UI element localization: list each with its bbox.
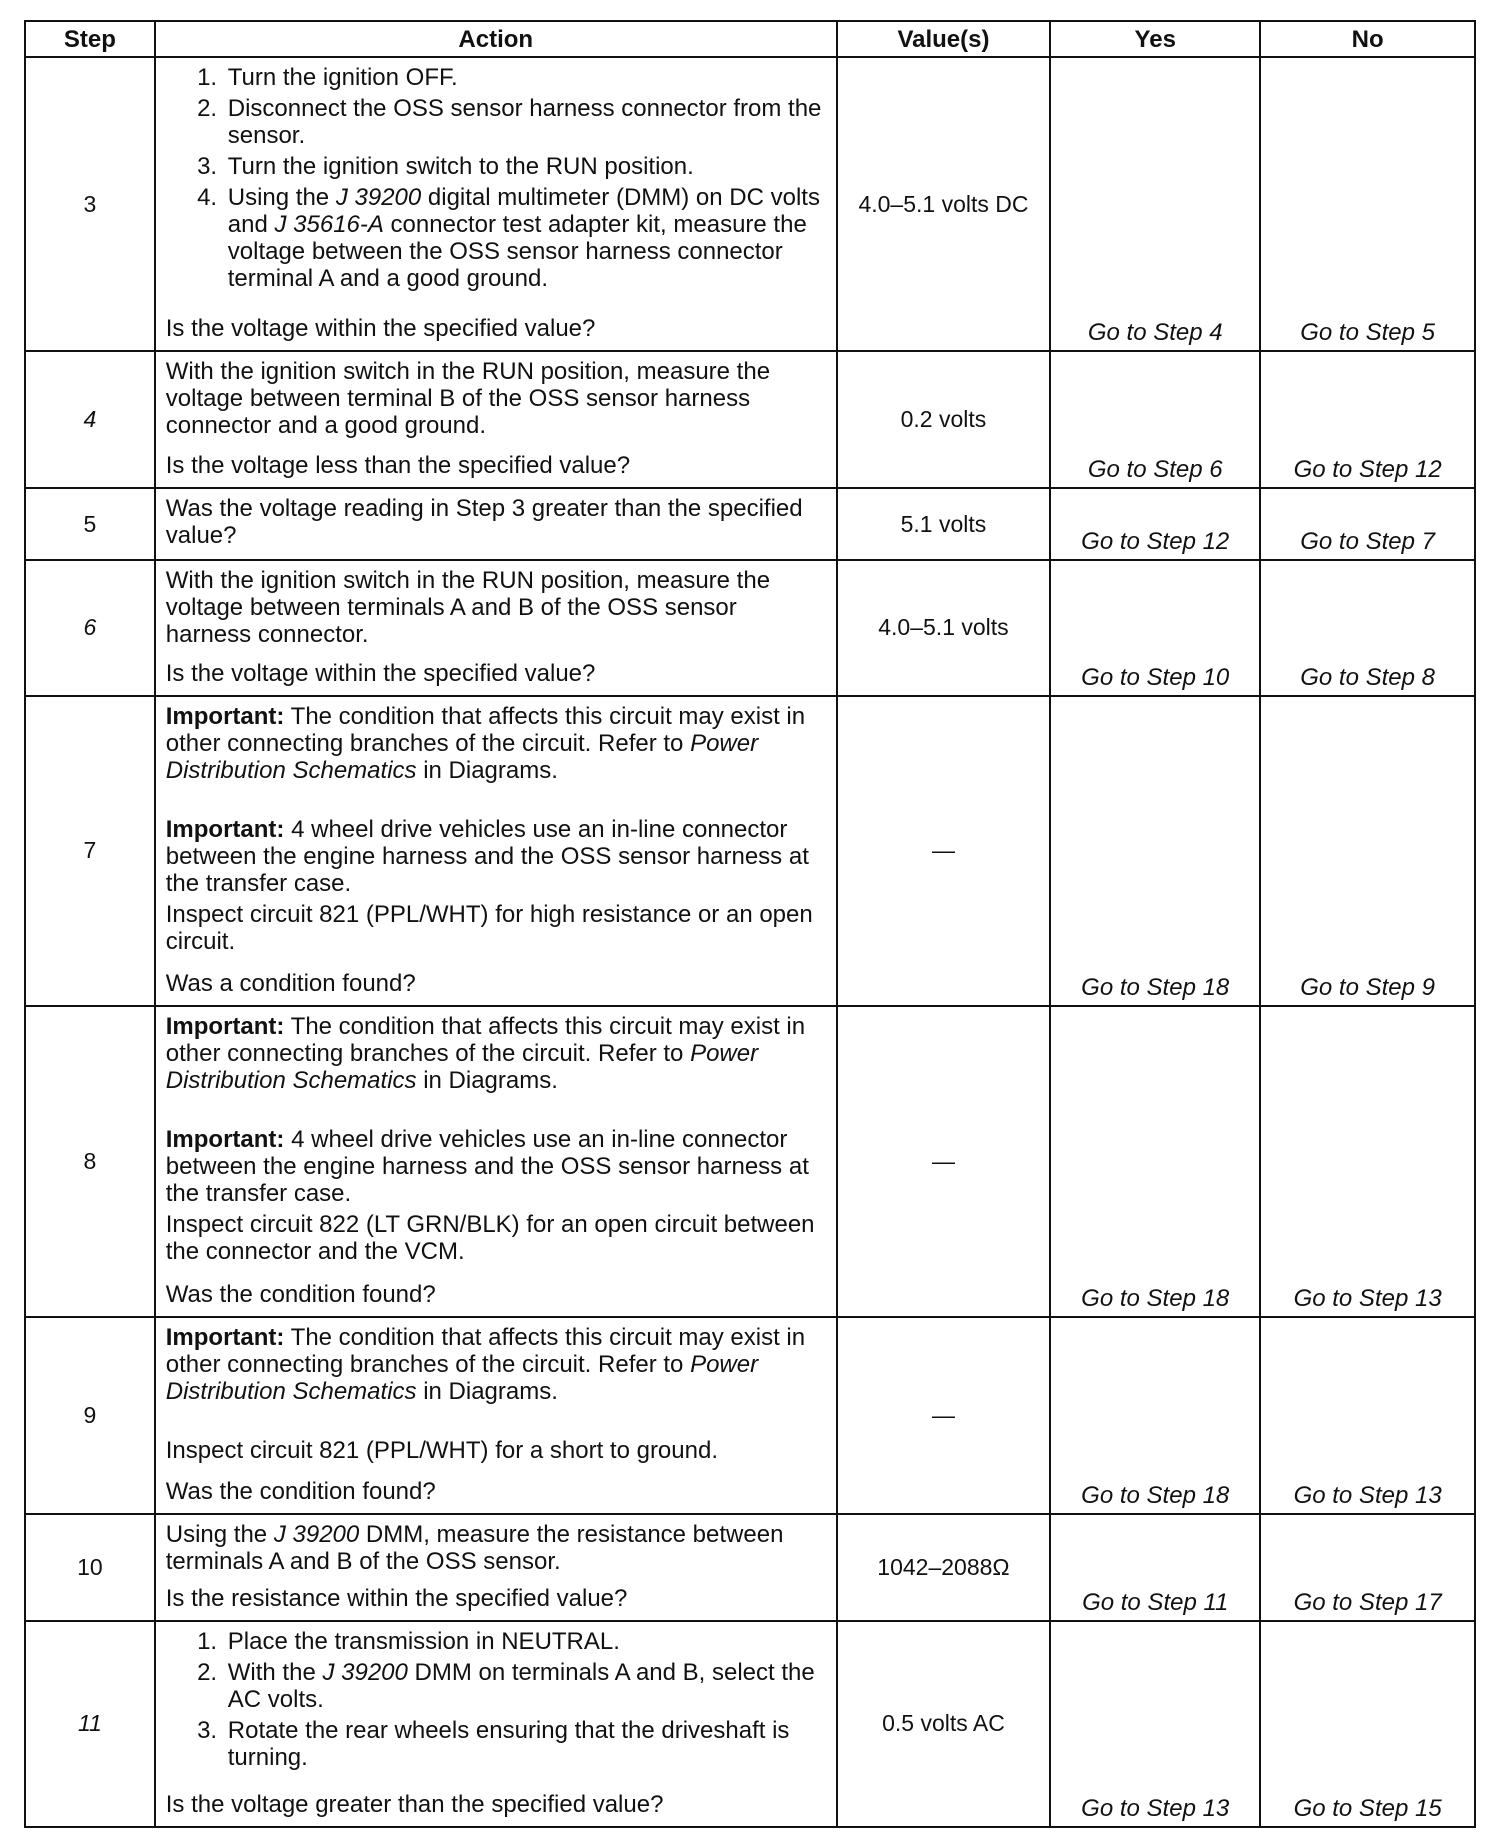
tool-number: J 39200 [322,1658,408,1686]
header-row [25,21,1475,57]
action-cell [155,1621,837,1827]
action-text: Was the voltage reading in Step 3 greater than the specified value? [165,495,803,550]
table-row [25,560,1475,696]
action-item: 3. Rotate the rear wheels ensuring that the driveshaft is turning. [224,1717,826,1771]
action-question: Is the voltage less than the specified value? [165,452,631,480]
important-note: Important: 4 wheel drive vehicles use an in-line connector between the engine harness and the OSS sensor harness at the transfer case. [165,815,809,897]
action-question: Is the voltage within the specified value? [165,659,596,687]
action-cell [155,1006,837,1317]
action-cell [155,1514,837,1621]
no-cell: Go to Step 17 [1260,1514,1475,1621]
table-row [25,1317,1475,1513]
header-no: No [1260,21,1475,57]
header-yes: Yes [1050,21,1260,57]
yes-cell: Go to Step 13 [1050,1621,1260,1827]
action-question: Is the voltage within the specified value? [165,315,596,343]
important-note: Important: The condition that affects this circuit may exist in other connecting branches of the circuit. Refer to Power Distribution Schematics in Diagrams. [165,702,806,784]
action-item: 2. With the J 39200 DMM on terminals A and B, select the AC volts. [224,1659,826,1713]
action-question: Was the condition found? [165,1477,436,1505]
value-cell: — [837,1006,1051,1317]
yes-cell: Go to Step 18 [1050,1317,1260,1513]
table-row [25,351,1475,488]
action-cell [155,1317,837,1513]
action-text: Using the J 39200 DMM, measure the resistance between terminals A and B of the OSS sensor. [165,1520,784,1575]
yes-cell: Go to Step 18 [1050,696,1260,1006]
step-number: 11 [25,1621,155,1827]
header-action: Action [155,21,837,57]
no-cell: Go to Step 8 [1260,560,1475,696]
action-cell [155,351,837,488]
step-number: 10 [25,1514,155,1621]
important-note: Important: 4 wheel drive vehicles use an in-line connector between the engine harness and the OSS sensor harness at the transfer case. [165,1126,809,1208]
important-note: Important: The condition that affects this circuit may exist in other connecting branches of the circuit. Refer to Power Distribution Schematics in Diagrams. [165,1013,806,1095]
header-step: Step [25,21,155,57]
no-cell: Go to Step 7 [1260,488,1475,559]
action-question: Was the condition found? [165,1281,436,1309]
step-number: 8 [25,1006,155,1317]
action-item: 3. Turn the ignition switch to the RUN position. [224,153,826,180]
action-text: Inspect circuit 821 (PPL/WHT) for a short to ground. [165,1437,718,1465]
no-cell: Go to Step 5 [1260,57,1475,351]
table-row [25,1514,1475,1621]
table-row [25,696,1475,1006]
step-number: 7 [25,696,155,1006]
value-cell: — [837,696,1051,1006]
table-row [25,1006,1475,1317]
no-cell: Go to Step 13 [1260,1006,1475,1317]
step-number: 6 [25,560,155,696]
tool-number: J 39200 [273,1520,360,1548]
action-text: Inspect circuit 822 (LT GRN/BLK) for an open circuit between the connector and the VCM. [165,1211,815,1266]
step-number: 4 [25,351,155,488]
action-cell [155,488,837,559]
table-row [25,1621,1475,1827]
action-question: Is the resistance within the specified value? [165,1584,628,1612]
action-item: 4. Using the J 39200 digital multimeter (DMM) on DC volts and J 35616-A connector test adapter kit, measure the voltage between the OSS sensor harness connector terminal A and a good ground. [224,184,826,292]
action-item: 1. Turn the ignition OFF. [224,64,826,91]
step-number: 9 [25,1317,155,1513]
action-text: Inspect circuit 821 (PPL/WHT) for high resistance or an open circuit. [165,900,813,955]
value-cell: 1042–2088Ω [837,1514,1051,1621]
value-cell: 5.1 volts [837,488,1051,559]
action-question: Is the voltage greater than the specified value? [165,1791,664,1818]
step-number: 3 [25,57,155,351]
step-number: 5 [25,488,155,559]
diagnostic-table [24,20,1476,1828]
action-cell [155,696,837,1006]
yes-cell: Go to Step 10 [1050,560,1260,696]
yes-cell: Go to Step 6 [1050,351,1260,488]
value-cell: — [837,1317,1051,1513]
tool-number: J 39200 [335,184,422,211]
action-text: With the ignition switch in the RUN position, measure the voltage between terminals A and B of the OSS sensor harness connector. [165,566,771,648]
value-cell: 0.5 volts AC [837,1621,1051,1827]
action-cell [155,57,837,351]
value-cell: 4.0–5.1 volts [837,560,1051,696]
header-values: Value(s) [837,21,1051,57]
action-steps [166,1628,826,1775]
value-cell: 0.2 volts [837,351,1051,488]
action-text: With the ignition switch in the RUN position, measure the voltage between terminal B of the OSS sensor harness connector and a good ground. [165,358,771,440]
yes-cell: Go to Step 12 [1050,488,1260,559]
no-cell: Go to Step 12 [1260,351,1475,488]
value-cell: 4.0–5.1 volts DC [837,57,1051,351]
tool-number: J 35616-A [274,211,384,238]
action-item: 2. Disconnect the OSS sensor harness connector from the sensor. [224,95,826,149]
no-cell: Go to Step 9 [1260,696,1475,1006]
yes-cell: Go to Step 18 [1050,1006,1260,1317]
no-cell: Go to Step 13 [1260,1317,1475,1513]
important-note: Important: The condition that affects this circuit may exist in other connecting branches of the circuit. Refer to Power Distribution Schematics in Diagrams. [165,1324,806,1406]
no-cell: Go to Step 15 [1260,1621,1475,1827]
table-row [25,57,1475,351]
yes-cell: Go to Step 11 [1050,1514,1260,1621]
yes-cell: Go to Step 4 [1050,57,1260,351]
action-steps [166,64,826,296]
table-row [25,488,1475,559]
action-item: 1. Place the transmission in NEUTRAL. [224,1628,826,1655]
action-cell [155,560,837,696]
action-question: Was a condition found? [165,970,416,998]
